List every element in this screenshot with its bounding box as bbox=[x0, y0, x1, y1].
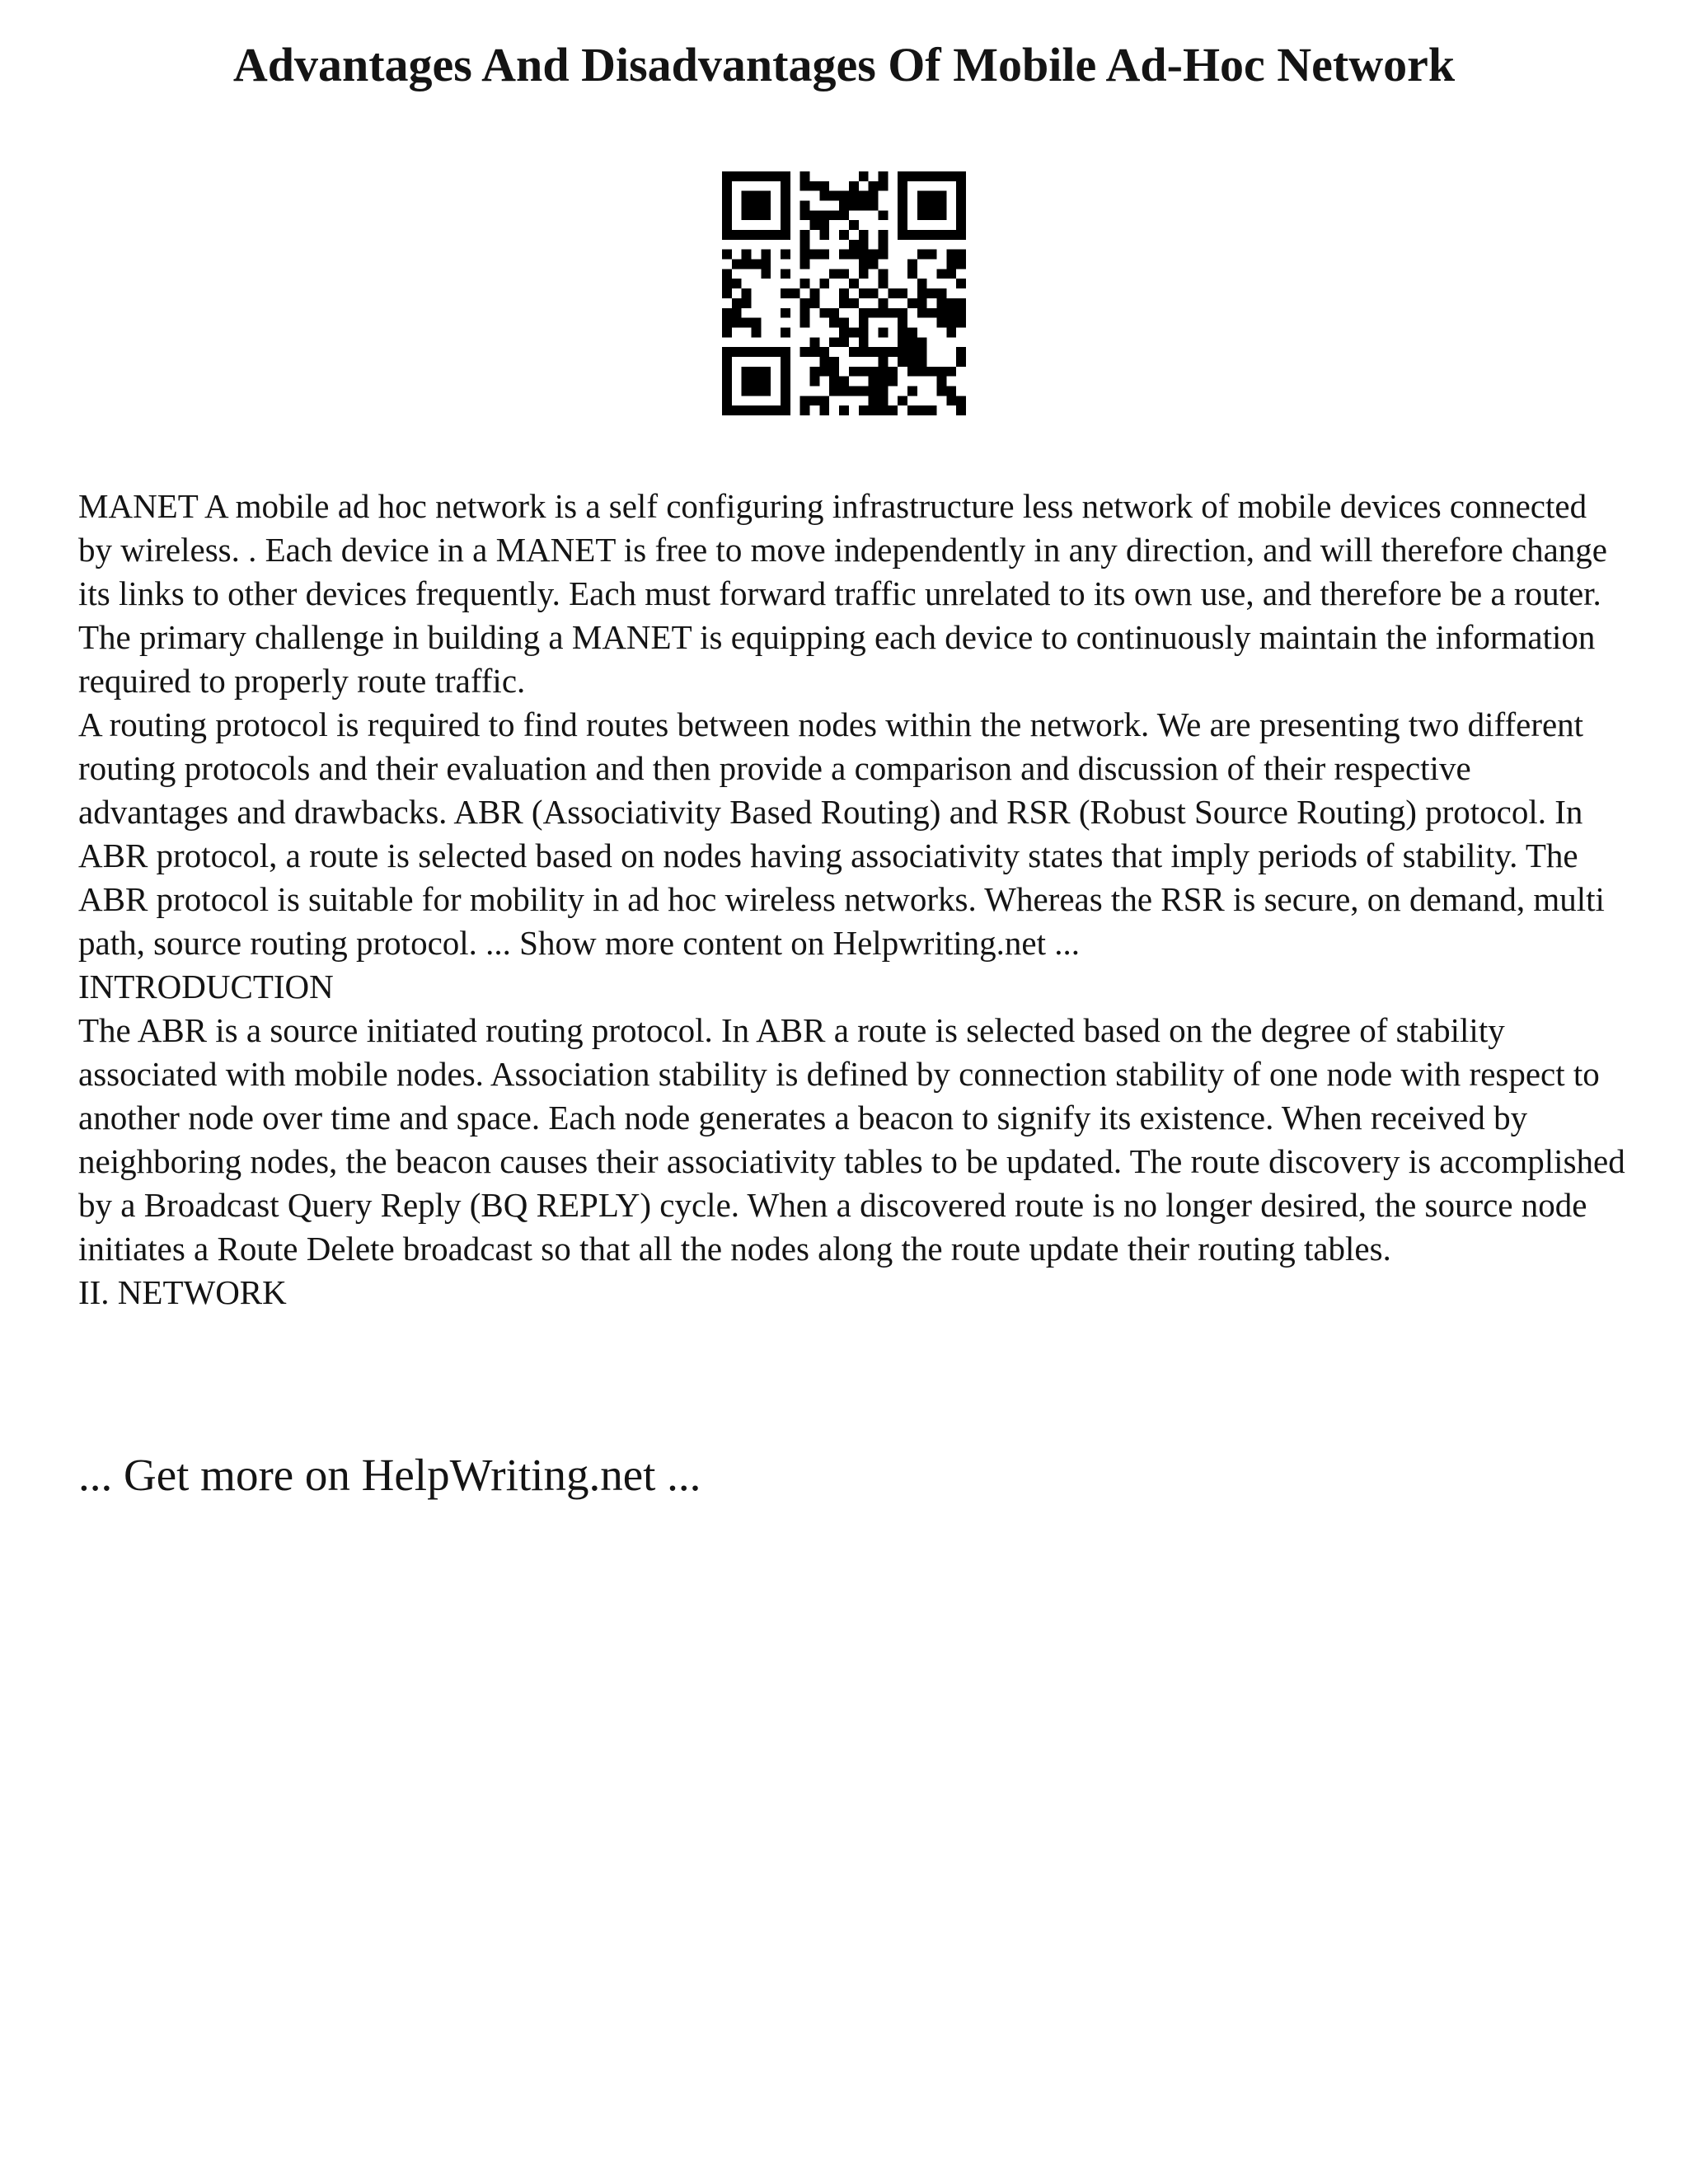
get-more-link[interactable]: ... Get more on HelpWriting.net ... bbox=[78, 1450, 701, 1500]
paragraph-manet-definition: MANET A mobile ad hoc network is a self configuring infrastructure less network of mobile devices connected by wireless. . Each device in a MANET is free to move independently in any direction, and will therefore change its links to other devices frequently. Each must forward traffic unrelated to its own use, and therefore be a router. The primary challenge in building a MANET is equipping each device to continuously maintain the information required to properly route traffic. bbox=[78, 487, 1608, 700]
page-title: Advantages And Disadvantages Of Mobile Ad-Hoc Network bbox=[232, 38, 1456, 91]
heading-introduction: INTRODUCTION bbox=[78, 968, 334, 1005]
article-body bbox=[78, 485, 1628, 1315]
paragraph-routing-protocols: A routing protocol is required to find routes between nodes within the network. We are presenting two different routing protocols and their evaluation and then provide a comparison and discussion of their respective advantages and drawbacks. ABR (Associativity Based Routing) and RSR (Robust Source Routing) protocol. In ABR protocol, a route is selected based on nodes having associativity states that imply periods of stability. The ABR protocol is suitable for mobility in ad hoc wireless networks. Whereas the RSR is secure, on demand, multi path, source routing protocol. ... Show more content on Helpwriting.net ... bbox=[78, 705, 1605, 962]
paragraph-abr-description: The ABR is a source initiated routing protocol. In ABR a route is selected based on the degree of stability associated with mobile nodes. Association stability is defined by connection stability of one node with respect to another node over time and space. Each node generates a beacon to signify its existence. When received by neighboring nodes, the beacon causes their associativity tables to be updated. The route discovery is accomplished by a Broadcast Query Reply (BQ REPLY) cycle. When a discovered route is no longer desired, the source node initiates a Route Delete broadcast so that all the nodes along the route update their routing tables. bbox=[78, 1011, 1625, 1268]
qr-code-image bbox=[722, 171, 966, 415]
qr-code-icon bbox=[722, 171, 966, 415]
heading-network: II. NETWORK bbox=[78, 1273, 287, 1311]
